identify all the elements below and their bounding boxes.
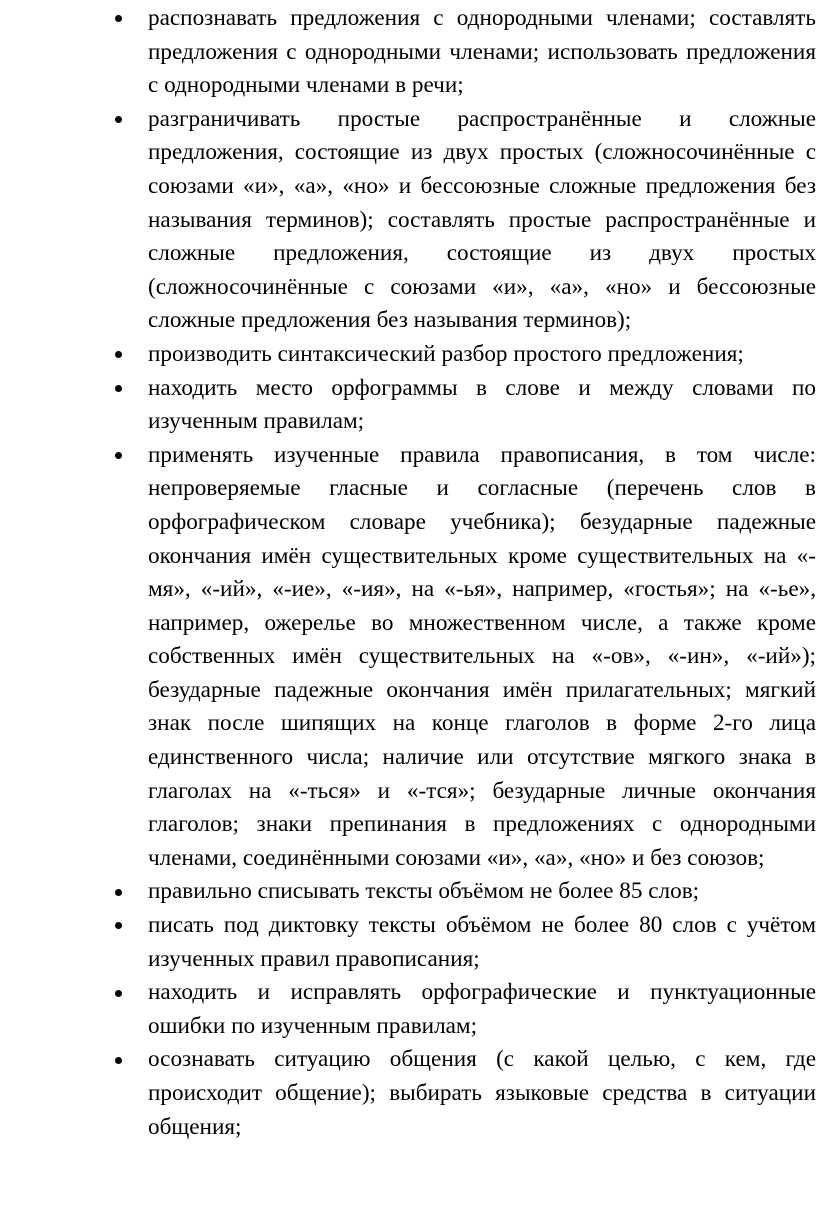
list-item-text: производить синтаксический разбор простого предложения; (148, 340, 744, 367)
list-item (148, 875, 816, 909)
list-item-text: находить и исправлять орфографические и пунктуационные ошибки по изученным правилам; (148, 979, 816, 1039)
list-item (148, 103, 816, 338)
bullet-icon (113, 875, 123, 909)
list-item (148, 372, 816, 439)
skills-bullet-list (148, 2, 816, 1144)
bullet-icon (113, 1043, 123, 1077)
list-item (148, 338, 816, 372)
bullet-icon (113, 372, 123, 406)
bullet-icon (113, 338, 123, 372)
bullet-icon (113, 976, 123, 1010)
list-item (148, 1043, 816, 1144)
bullet-icon (113, 439, 123, 473)
list-item-text: распознавать предложения с однородными членами; составлять предложения с однородными членами; использовать предложения с однородными членами в речи; (148, 5, 816, 99)
list-item-text: правильно списывать тексты объёмом не более 85 слов; (148, 878, 700, 905)
list-item-text: осознавать ситуацию общения (с какой целью, с кем, где происходит общение); выбирать языковые средства в ситуации общения; (148, 1046, 816, 1140)
list-item-text: находить место орфограммы в слове и между словами по изученным правилам; (148, 374, 816, 435)
list-item-text: применять изученные правила правописания, в том числе: непроверяемые гласные и согласные (перечень слов в орфографическом словаре учебника); безударные падежные окончания имён существительных кроме существительных на «-мя», «-ий», «-ие», «-ия», на «-ья», например, «гостья»; на «-ье», например, ожерелье во множественном числе, а также кроме собственных имён существительных на «-ов», «-ин», «-ий»); безударные падежные окончания имён прилагательных; мягкий знак после шипящих на конце глаголов в форме 2-го лица единственного числа; наличие или отсутствие мягкого знака в глаголах на «-ться» и «-тся»; безударные личные окончания глаголов; знаки препинания в предложениях с однородными членами, соединёнными союзами «и», «а», «но» и без союзов; (148, 441, 816, 871)
bullet-icon (113, 103, 123, 137)
list-item-text: разграничивать простые распространённые и сложные предложения, состоящие из двух простых (сложносочинённые с союзами «и», «а», «но» и бессоюзные сложные предложения без называния терминов); составлять простые распространённые и сложные предложения, состоящие из двух простых (сложносочинённые с союзами «и», «а», «но» и бессоюзные сложные предложения без называния терминов); (148, 105, 816, 334)
list-item (148, 439, 816, 876)
list-item (148, 2, 816, 103)
list-item-text: писать под диктовку тексты объёмом не более 80 слов с учётом изученных правил правописания; (148, 912, 816, 972)
bullet-icon (113, 909, 123, 943)
bullet-icon (113, 2, 123, 36)
list-item (148, 909, 816, 976)
list-item (148, 976, 816, 1043)
